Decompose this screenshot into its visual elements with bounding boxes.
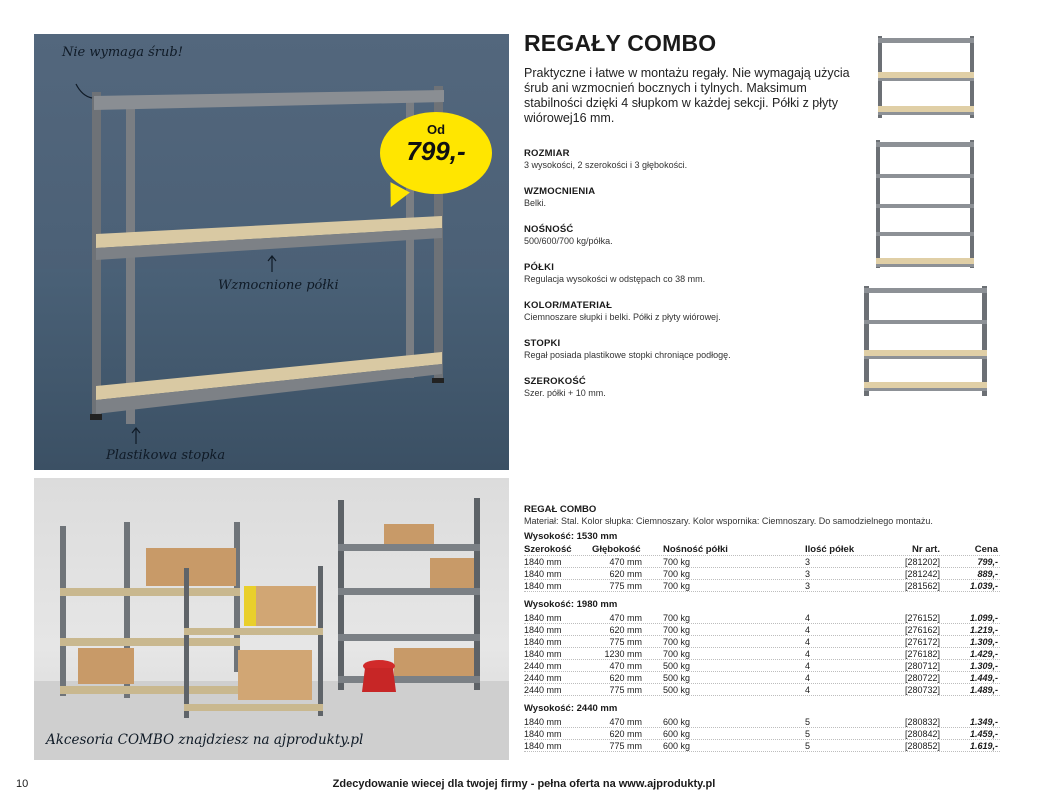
cell-price: 1.099,- (969, 613, 998, 623)
table-row (524, 660, 1000, 672)
table-row (524, 580, 1000, 592)
cell-depth: 775 mm (609, 741, 642, 751)
cell-article-no: [280722] (904, 673, 940, 683)
cell-shelf-count: 4 (805, 673, 811, 683)
cell-price: 799,- (977, 557, 998, 567)
spec-shelves-heading: PÓŁKI (524, 262, 555, 273)
group-label-1530: Wysokość: 1530 mm (524, 531, 618, 542)
table-row (524, 672, 1000, 684)
spec-color-material (524, 300, 854, 322)
cell-width: 1840 mm (524, 637, 562, 647)
spec-reinforcement-text: Belki. (524, 198, 547, 208)
hero-photo (34, 34, 509, 470)
cell-shelf-count: 4 (805, 661, 811, 671)
cell-price: 1.309,- (969, 637, 998, 647)
table-header-block (524, 504, 1000, 526)
cell-article-no: [281562] (904, 581, 940, 591)
cell-price: 1.449,- (969, 673, 998, 683)
table-row (524, 624, 1000, 636)
cell-width: 1840 mm (524, 557, 562, 567)
cell-shelf-count: 4 (805, 685, 811, 695)
cell-shelf-count: 5 (805, 741, 811, 751)
cell-article-no: [280712] (904, 661, 940, 671)
cell-article-no: [276152] (904, 613, 940, 623)
page-number: 10 (16, 778, 29, 790)
cell-price: 1.309,- (969, 661, 998, 671)
spec-reinforcement (524, 186, 854, 208)
cell-shelf-count: 3 (805, 581, 811, 591)
cell-shelf-count: 4 (805, 649, 811, 659)
thumbnail-shelf-4-levels (872, 138, 978, 270)
cell-width: 2440 mm (524, 685, 562, 695)
spec-feet (524, 338, 854, 360)
spec-width-heading: SZEROKOŚĆ (524, 376, 586, 387)
cell-capacity: 600 kg (663, 717, 691, 727)
cell-depth: 470 mm (609, 557, 642, 567)
cell-width: 2440 mm (524, 661, 562, 671)
warehouse-shelves-illustration (34, 478, 509, 760)
group-label-2440: Wysokość: 2440 mm (524, 703, 618, 714)
cell-article-no: [281242] (904, 569, 940, 579)
col-shelf-count: Ilość półek (805, 544, 855, 555)
cell-shelf-count: 3 (805, 557, 811, 567)
table-column-headers (524, 544, 1000, 556)
cell-capacity: 500 kg (663, 661, 691, 671)
cell-width: 1840 mm (524, 649, 562, 659)
cell-capacity: 700 kg (663, 557, 691, 567)
cell-depth: 620 mm (609, 569, 642, 579)
spec-color-material-text: Ciemnoszare słupki i belki. Półki z płyty wiórowej. (524, 312, 721, 322)
col-capacity: Nośność półki (663, 544, 728, 555)
note-reinforced-shelves: Wzmocnione półki (218, 278, 339, 293)
spec-capacity (524, 224, 854, 246)
thumbnail-shelf-3-levels (874, 34, 978, 120)
spec-color-material-heading: KOLOR/MATERIAŁ (524, 300, 613, 311)
price-badge-prefix: Od (426, 122, 446, 137)
table-row (524, 648, 1000, 660)
cell-capacity: 600 kg (663, 729, 691, 739)
spec-width-text: Szer. półki + 10 mm. (524, 388, 606, 398)
thumbnail-shelf-wide (862, 284, 990, 398)
cell-capacity: 700 kg (663, 581, 691, 591)
cell-capacity: 700 kg (663, 613, 691, 623)
cell-price: 1.219,- (969, 625, 998, 635)
note-plastic-foot: Plastikowa stopka (106, 448, 226, 463)
cell-depth: 470 mm (609, 717, 642, 727)
spec-shelves-text: Regulacja wysokości w odstępach co 38 mm. (524, 274, 706, 284)
cell-shelf-count: 4 (805, 637, 811, 647)
spec-size-heading: ROZMIAR (524, 148, 570, 159)
cell-price: 889,- (977, 569, 998, 579)
cell-shelf-count: 5 (805, 717, 811, 727)
cell-width: 2440 mm (524, 673, 562, 683)
cell-depth: 470 mm (609, 613, 642, 623)
cell-price: 1.429,- (969, 649, 998, 659)
spec-capacity-heading: NOŚNOŚĆ (524, 224, 574, 235)
cell-depth: 620 mm (609, 729, 642, 739)
cell-article-no: [280832] (904, 717, 940, 727)
cell-width: 1840 mm (524, 717, 562, 727)
table-row (524, 556, 1000, 568)
table-product-name: REGAŁ COMBO (524, 504, 597, 515)
cell-capacity: 600 kg (663, 741, 691, 751)
cell-shelf-count: 4 (805, 613, 811, 623)
spec-feet-heading: STOPKI (524, 338, 561, 349)
spec-size-text: 3 wysokości, 2 szerokości i 3 głębokości. (524, 160, 688, 170)
cell-width: 1840 mm (524, 729, 562, 739)
cell-shelf-count: 5 (805, 729, 811, 739)
price-table (524, 530, 1000, 752)
product-intro: Praktyczne i łatwe w montażu regały. Nie wymagają użycia śrub ani wzmocnień bocznych i tylnych. Maksimum stabilności dzięki 4 słupkom w każdej sekcji. Półki z płyty wiórowej16 mm. (524, 66, 850, 125)
cell-capacity: 500 kg (663, 685, 691, 695)
table-material: Materiał: Stal. Kolor słupka: Ciemnoszary. Kolor wspornika: Ciemnoszary. Do samodzielnego montażu. (524, 516, 933, 526)
cell-capacity: 700 kg (663, 637, 691, 647)
cell-capacity: 700 kg (663, 625, 691, 635)
cell-price: 1.489,- (969, 685, 998, 695)
cell-price: 1.039,- (969, 581, 998, 591)
cell-price: 1.349,- (969, 717, 998, 727)
cell-capacity: 700 kg (663, 569, 691, 579)
col-price: Cena (974, 544, 998, 555)
cell-price: 1.619,- (969, 741, 998, 751)
col-article-no: Nr art. (912, 544, 940, 555)
cell-shelf-count: 3 (805, 569, 811, 579)
spec-shelves (524, 262, 854, 284)
cell-article-no: [280852] (904, 741, 940, 751)
accessories-caption: Akcesoria COMBO znajdziesz na ajprodukty.pl (46, 732, 364, 748)
cell-article-no: [280842] (904, 729, 940, 739)
spec-feet-text: Regał posiada plastikowe stopki chroniące podłogę. (524, 350, 731, 360)
cell-width: 1840 mm (524, 613, 562, 623)
spec-size (524, 148, 854, 170)
col-depth: Głębokość (592, 544, 641, 555)
col-width: Szerokość (524, 544, 572, 555)
cell-depth: 620 mm (609, 673, 642, 683)
price-badge (380, 112, 492, 194)
cell-depth: 1230 mm (604, 649, 642, 659)
price-badge-value: 799,- (406, 136, 466, 166)
cell-article-no: [276172] (904, 637, 940, 647)
spec-capacity-text: 500/600/700 kg/półka. (524, 236, 613, 246)
cell-width: 1840 mm (524, 569, 562, 579)
cell-article-no: [281202] (904, 557, 940, 567)
footer-tagline[interactable]: Zdecydowanie wiecej dla twojej firmy - pełna oferta na www.ajprodukty.pl (332, 778, 716, 790)
product-title: REGAŁY COMBO (524, 30, 717, 56)
note-no-screws: Nie wymaga śrub! (62, 45, 183, 60)
table-row (524, 716, 1000, 728)
cell-width: 1840 mm (524, 625, 562, 635)
cell-depth: 775 mm (609, 685, 642, 695)
cell-article-no: [276162] (904, 625, 940, 635)
cell-depth: 470 mm (609, 661, 642, 671)
cell-depth: 775 mm (609, 637, 642, 647)
table-row (524, 684, 1000, 696)
table-row (524, 740, 1000, 752)
hero-shelf-illustration (34, 34, 509, 470)
table-row (524, 612, 1000, 624)
cell-capacity: 700 kg (663, 649, 691, 659)
cell-price: 1.459,- (969, 729, 998, 739)
cell-depth: 620 mm (609, 625, 642, 635)
table-row (524, 728, 1000, 740)
group-label-1980: Wysokość: 1980 mm (524, 599, 618, 610)
spec-reinforcement-heading: WZMOCNIENIA (524, 186, 596, 197)
table-row (524, 636, 1000, 648)
warehouse-photo (34, 478, 509, 760)
cell-depth: 775 mm (609, 581, 642, 591)
cell-article-no: [276182] (904, 649, 940, 659)
spec-width (524, 376, 854, 398)
cell-capacity: 500 kg (663, 673, 691, 683)
cell-width: 1840 mm (524, 741, 562, 751)
cell-article-no: [280732] (904, 685, 940, 695)
cell-width: 1840 mm (524, 581, 562, 591)
table-row (524, 568, 1000, 580)
cell-shelf-count: 4 (805, 625, 811, 635)
